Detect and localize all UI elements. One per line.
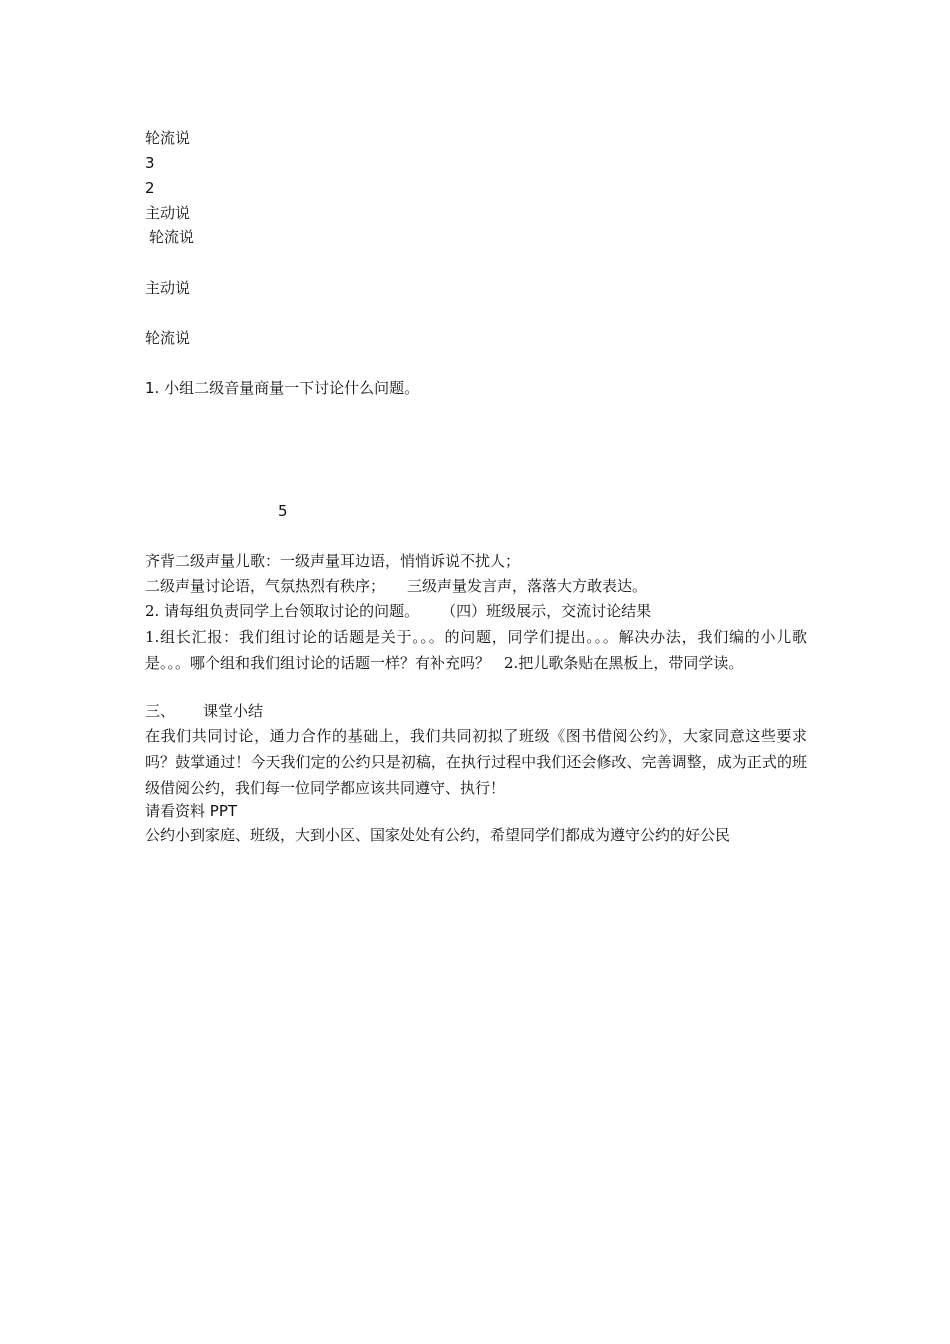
report-paragraph <box>145 624 807 676</box>
line-number-2: 2 <box>145 179 155 197</box>
song-line-2a: 二级声量讨论语，气氛热烈有秩序； <box>145 577 386 595</box>
song-line-2 <box>145 577 647 595</box>
step-2-line <box>145 602 651 620</box>
closing-line: 公约小到家庭、班级，大到小区、国家处处有公约，希望同学们都成为遵守公约的好公民 <box>145 826 731 844</box>
line-number-3: 3 <box>145 154 155 172</box>
line-active-speak-2: 主动说 <box>145 279 191 297</box>
step-2-text: 2. 请每组负责同学上台领取讨论的问题。 <box>145 602 420 620</box>
section-4-heading: （四）班级展示，交流讨论结果 <box>441 602 652 620</box>
summary-paragraph: 在我们共同讨论，通力合作的基础上，我们共同初拟了班级《图书借阅公约》，大家同意这些要求吗？鼓掌通过！今天我们定的公约只是初稿，在执行过程中我们还会修改、完善调整，成为正式的班级借阅公约，我们每一位同学都应该共同遵守、执行！ <box>145 727 807 797</box>
line-active-speak-1: 主动说 <box>145 204 191 222</box>
line-turn-speak-2: 轮流说 <box>149 228 195 246</box>
section-3-heading <box>145 702 263 720</box>
section-3-number: 三、 <box>145 702 176 720</box>
step-1-line: 1. 小组二级音量商量一下讨论什么问题。 <box>145 379 420 397</box>
ppt-line: 请看资料 PPT <box>145 802 238 820</box>
song-line-2b: 三级声量发言声，落落大方敢表达。 <box>407 577 648 595</box>
line-turn-speak-3: 轮流说 <box>145 329 191 347</box>
line-turn-speak-1: 轮流说 <box>145 129 191 147</box>
section-3-title: 课堂小结 <box>203 702 264 720</box>
song-line-1: 齐背二级声量儿歌：一级声量耳边语，悄悄诉说不扰人； <box>145 552 521 570</box>
line-number-5: 5 <box>278 502 288 520</box>
stick-song-text: 2.把儿歌条贴在黑板上，带同学读。 <box>504 654 744 672</box>
report-text: 1.组长汇报：我们组讨论的话题是关于。。。的问题，同学们提出。。。解决办法，我们编的小儿歌是。。。哪个组和我们组讨论的话题一样？有补充吗？ <box>145 628 807 672</box>
